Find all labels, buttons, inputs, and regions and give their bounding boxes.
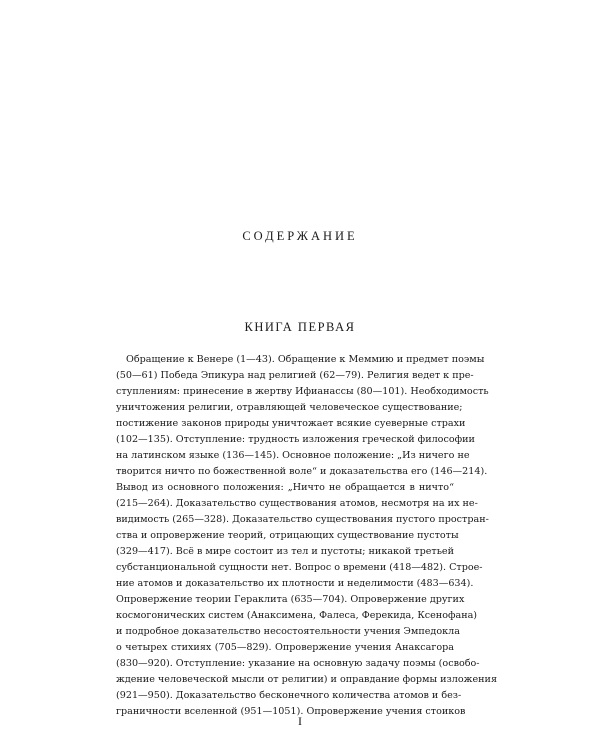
text-line: уничтожения религии, отравляющей человеческое существование; bbox=[116, 402, 463, 413]
text-line: ступлениям: принесение в жертву Ифианассы (80—101). Необходимость bbox=[116, 386, 489, 397]
contents-paragraph bbox=[116, 352, 497, 720]
text-line: на латинском языке (136—145). Основное положение: „Из ничего не bbox=[116, 450, 470, 461]
text-line: Вывод из основного положения: „Ничто не обращается в ничто“ bbox=[116, 482, 454, 493]
text-line: видимость (265—328). Доказательство существования пустого простран- bbox=[116, 514, 489, 525]
page-title: СОДЕРЖАНИЕ bbox=[242, 229, 358, 243]
text-line: (329—417). Всё в мире состоит из тел и пустоты; никакой третьей bbox=[116, 546, 454, 557]
section-title: КНИГА ПЕРВАЯ bbox=[244, 320, 356, 334]
text-line: (921—950). Доказательство бесконечного количества атомов и без- bbox=[116, 690, 462, 701]
text-line: (50—61) Победа Эпикура над религией (62—79). Религия ведет к пре- bbox=[116, 370, 474, 381]
text-line: (830—920). Отступление: указание на основную задачу поэмы (освобо- bbox=[116, 658, 480, 669]
text-line: и подробное доказательство несостоятельности учения Эмпедокла bbox=[116, 626, 460, 637]
text-line: творится ничто по божественной воле“ и доказательства его (146—214). bbox=[116, 466, 488, 477]
text-line: ства и опровержение теорий, отрицающих существование пустоты bbox=[116, 530, 459, 541]
text-line: субстанциональной сущности нет. Вопрос о времени (418—482). Строе- bbox=[116, 562, 483, 573]
text-line: ние атомов и доказательство их плотности и неделимости (483—634). bbox=[116, 578, 474, 589]
text-line: (102—135). Отступление: трудность изложения греческой философии bbox=[116, 434, 475, 445]
text-line: (215—264). Доказательство существования атомов, несмотря на их не- bbox=[116, 498, 478, 509]
text-line: Опровержение теории Гераклита (635—704). Опровержение других bbox=[116, 594, 465, 605]
text-line: космогонических систем (Анаксимена, Фалеса, Ферекида, Ксенофана) bbox=[116, 610, 478, 621]
text-line: ждение человеческой мысли от религии) и оправдание формы изложения bbox=[116, 674, 497, 685]
text-line: Обращение к Венере (1—43). Обращение к Меммию и предмет поэмы bbox=[126, 354, 485, 365]
text-line: граничности вселенной (951—1051). Опровержение учения стоиков bbox=[116, 706, 466, 717]
text-line: о четырех стихиях (705—829). Опровержение учения Анаксагора bbox=[116, 642, 454, 653]
text-line: постижение законов природы уничтожает всякие суеверные страхи bbox=[116, 418, 466, 429]
page-number: I bbox=[298, 714, 302, 728]
